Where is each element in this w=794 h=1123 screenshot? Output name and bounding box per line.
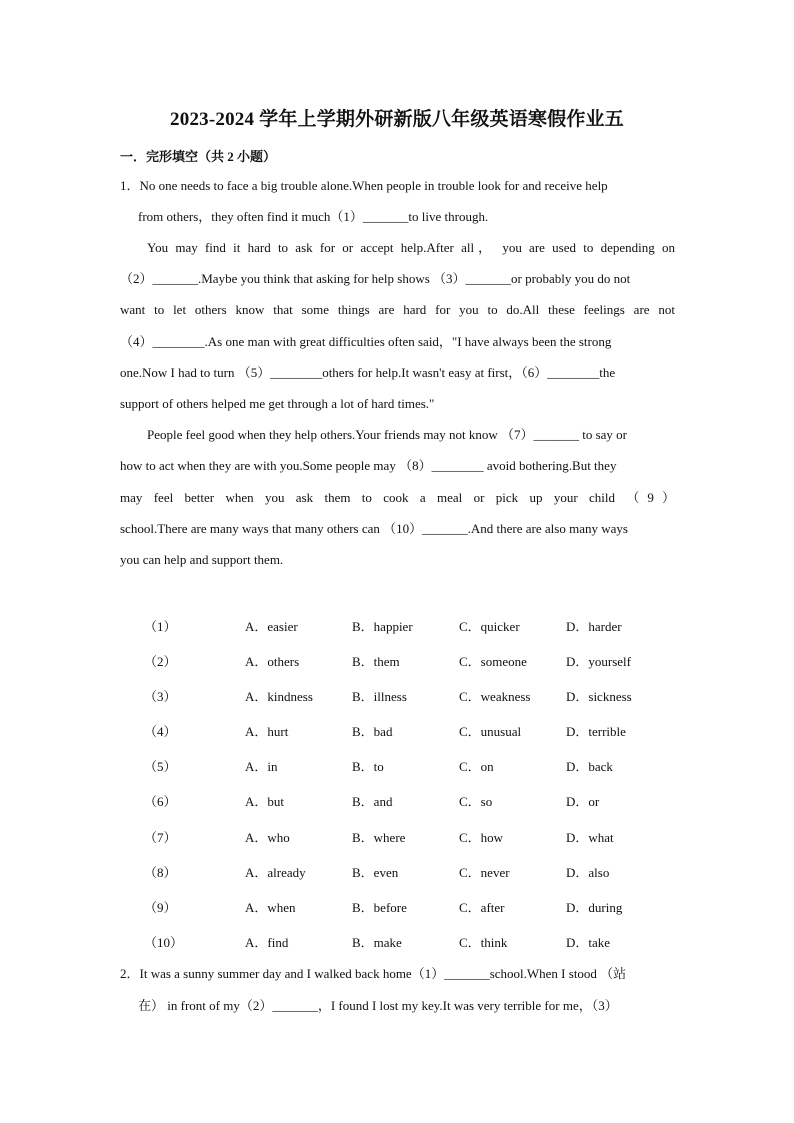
option-number: （8）: [144, 865, 177, 880]
option-number: （7）: [144, 830, 177, 845]
q1-line-1: 1．No one needs to face a big trouble alone.When people in trouble look for and receive help: [120, 178, 608, 193]
option-c[interactable]: C．so: [459, 794, 493, 809]
option-b[interactable]: B．and: [352, 794, 393, 809]
q1-line-11: may feel better when you ask them to cook a meal or pick up your child （9）: [120, 490, 675, 505]
option-number: （6）: [144, 794, 177, 809]
option-number: （4）: [144, 724, 177, 739]
option-a[interactable]: A．easier: [245, 619, 298, 634]
option-c[interactable]: C．quicker: [459, 619, 520, 634]
option-a[interactable]: A．when: [245, 900, 296, 915]
option-b[interactable]: B．make: [352, 935, 402, 950]
option-d[interactable]: D．sickness: [566, 689, 632, 704]
option-a[interactable]: A．already: [245, 865, 306, 880]
option-row: [0, 721, 794, 739]
option-b[interactable]: B．where: [352, 830, 406, 845]
option-b[interactable]: B．even: [352, 865, 399, 880]
option-c[interactable]: C．unusual: [459, 724, 522, 739]
section-heading: 一．完形填空（共 2 小题）: [120, 149, 277, 164]
option-number: （1）: [144, 619, 177, 634]
option-number: （9）: [144, 900, 177, 915]
option-a[interactable]: A．find: [245, 935, 289, 950]
q2-line-2: 在） in front of my（2）_______，I found I lost my key.It was very terrible for me，（3）: [138, 998, 618, 1013]
q1-line-7: one.Now I had to turn （5）________others for help.It wasn't easy at first，（6）________the: [120, 365, 616, 380]
option-a[interactable]: A．in: [245, 759, 278, 774]
q1-line-2: from others，they often find it much（1）_______to live through.: [138, 209, 489, 224]
option-d[interactable]: D．also: [566, 865, 610, 880]
q1-line-9: People feel good when they help others.Your friends may not know （7）_______ to say or: [147, 427, 627, 442]
q1-line-3: You may find it hard to ask for or accept help.After all， you are used to depending on: [147, 240, 675, 255]
option-row: [0, 791, 794, 809]
option-b[interactable]: B．bad: [352, 724, 393, 739]
q1-line-10: how to act when they are with you.Some people may （8）________ avoid bothering.But they: [120, 458, 617, 473]
q1-line-8: support of others helped me get through a lot of hard times.": [120, 396, 435, 411]
option-row: [0, 827, 794, 845]
option-a[interactable]: A．kindness: [245, 689, 313, 704]
option-number: （10）: [144, 935, 184, 950]
option-b[interactable]: B．happier: [352, 619, 413, 634]
option-c[interactable]: C．never: [459, 865, 510, 880]
option-d[interactable]: D．what: [566, 830, 614, 845]
option-b[interactable]: B．them: [352, 654, 400, 669]
q1-line-12: school.There are many ways that many others can （10）_______.And there are also many ways: [120, 521, 628, 536]
option-a[interactable]: A．others: [245, 654, 300, 669]
q1-line-4: （2）_______.Maybe you think that asking for help shows （3）_______or probably you do not: [120, 271, 631, 286]
option-c[interactable]: C．weakness: [459, 689, 531, 704]
option-row: [0, 862, 794, 880]
option-c[interactable]: C．on: [459, 759, 494, 774]
option-row: [0, 897, 794, 915]
option-row: [0, 686, 794, 704]
option-a[interactable]: A．who: [245, 830, 290, 845]
q2-line-1: 2．It was a sunny summer day and I walked back home（1）_______school.When I stood （站: [120, 966, 627, 981]
option-d[interactable]: D．during: [566, 900, 623, 915]
page-title: 2023-2024 学年上学期外研新版八年级英语寒假作业五: [170, 109, 624, 130]
option-c[interactable]: C．how: [459, 830, 504, 845]
option-d[interactable]: D．take: [566, 935, 611, 950]
option-d[interactable]: D．back: [566, 759, 613, 774]
option-d[interactable]: D．yourself: [566, 654, 631, 669]
option-c[interactable]: C．someone: [459, 654, 527, 669]
option-d[interactable]: D．terrible: [566, 724, 626, 739]
option-row: [0, 756, 794, 774]
option-c[interactable]: C．after: [459, 900, 505, 915]
option-a[interactable]: A．hurt: [245, 724, 289, 739]
option-d[interactable]: D．or: [566, 794, 600, 809]
option-a[interactable]: A．but: [245, 794, 285, 809]
option-b[interactable]: B．before: [352, 900, 407, 915]
q1-line-13: you can help and support them.: [120, 552, 284, 567]
option-number: （3）: [144, 689, 177, 704]
q1-line-6: （4）________.As one man with great difficulties often said，"I have always been the strong: [120, 334, 612, 349]
option-d[interactable]: D．harder: [566, 619, 622, 634]
option-row: [0, 616, 794, 634]
option-c[interactable]: C．think: [459, 935, 508, 950]
option-b[interactable]: B．to: [352, 759, 384, 774]
option-b[interactable]: B．illness: [352, 689, 407, 704]
option-row: [0, 651, 794, 669]
option-row: [0, 932, 794, 950]
option-number: （2）: [144, 654, 177, 669]
option-number: （5）: [144, 759, 177, 774]
q1-line-5: want to let others know that some things are hard for you to do.All these feelings are not: [120, 302, 675, 317]
